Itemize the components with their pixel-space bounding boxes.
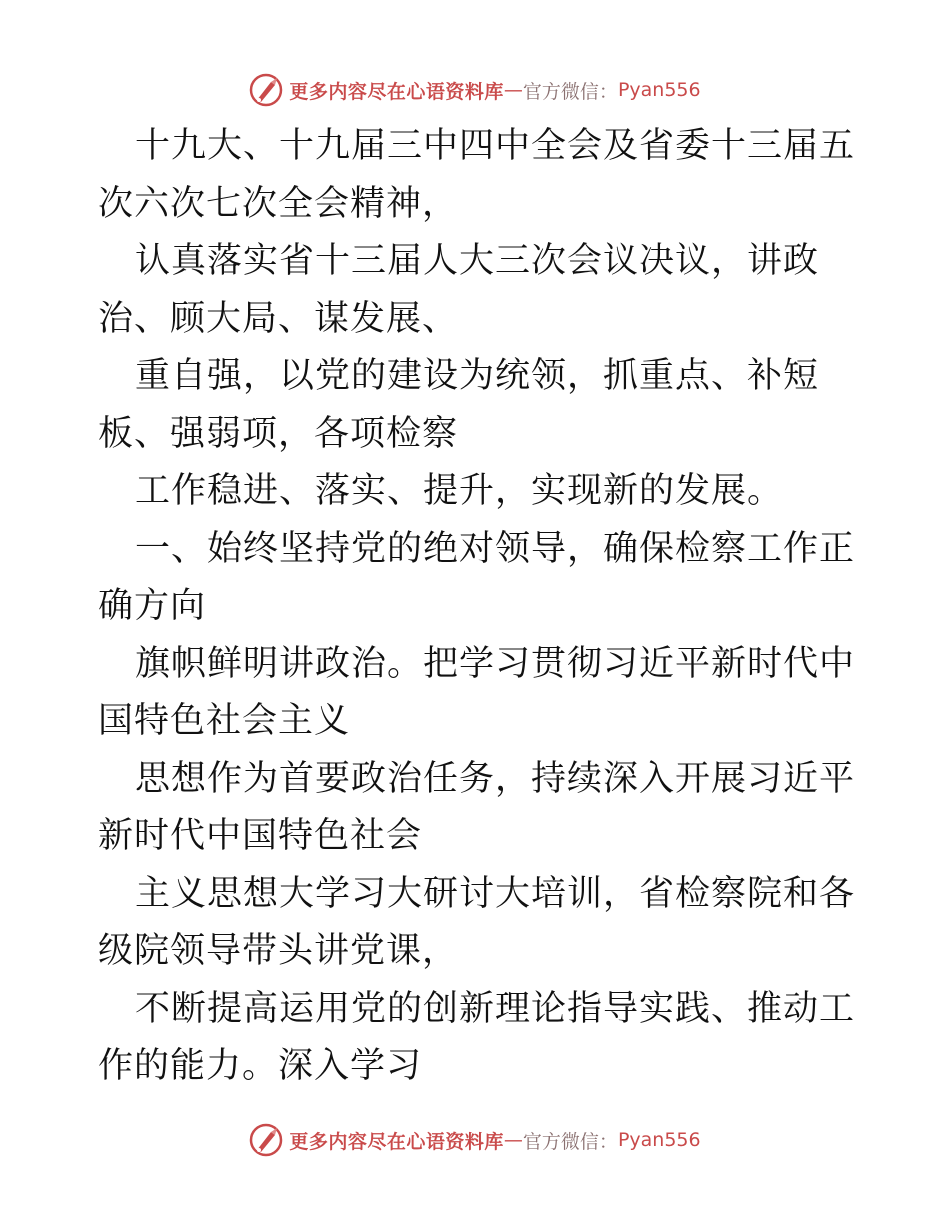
- banner-contact-label: 官方微信：: [522, 80, 618, 103]
- banner-contact-id: Pyan556: [617, 1129, 701, 1151]
- banner-slogan: 更多内容尽在心语资料库: [289, 80, 504, 103]
- header-watermark-banner: [0, 70, 950, 110]
- document-body: [98, 118, 858, 1096]
- paragraph: 不断提高运用党的创新理论指导实践、推动工作的能力。深入学习: [98, 988, 856, 1086]
- quill-pen-logo-icon: [249, 73, 283, 107]
- section-heading: 一、始终坚持党的绝对领导，确保检察工作正确方向: [98, 528, 856, 626]
- banner-contact-label: 官方微信：: [522, 1130, 618, 1153]
- paragraph: 认真落实省十三届人大三次会议决议，讲政治、顾大局、谋发展、: [98, 241, 820, 339]
- banner-slogan: 更多内容尽在心语资料库: [289, 1130, 504, 1153]
- banner-separator: —: [503, 79, 523, 101]
- paragraph: 十九大、十九届三中四中全会及省委十三届五次六次七次全会精神，: [98, 126, 856, 224]
- paragraph: 重自强，以党的建设为统领，抓重点、补短板、强弱项，各项检察: [98, 356, 820, 454]
- paragraph: 旗帜鲜明讲政治。把学习贯彻习近平新时代中国特色社会主义: [98, 643, 856, 741]
- paragraph: 工作稳进、落实、提升，实现新的发展。: [135, 471, 784, 511]
- quill-pen-logo-icon: [249, 1123, 283, 1157]
- paragraph: 主义思想大学习大研讨大培训，省检察院和各级院领导带头讲党课，: [98, 873, 856, 971]
- banner-separator: —: [503, 1129, 523, 1151]
- footer-watermark-banner: [0, 1120, 950, 1160]
- paragraph: 思想作为首要政治任务，持续深入开展习近平新时代中国特色社会: [98, 758, 856, 856]
- banner-contact-id: Pyan556: [617, 79, 701, 101]
